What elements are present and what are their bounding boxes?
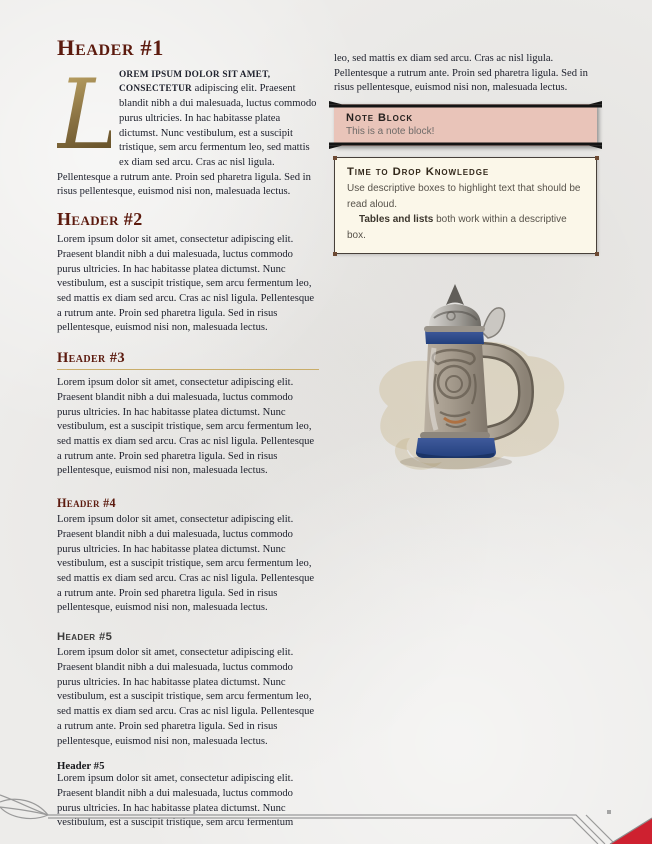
- corner-dot: [595, 156, 599, 160]
- note-block: [334, 104, 597, 146]
- stein-illustration: [350, 278, 582, 488]
- note-border-bottom-decoration: [329, 142, 602, 149]
- corner-dot: [333, 156, 337, 160]
- left-column: [57, 36, 319, 831]
- right-column: [334, 52, 597, 493]
- page-corner-accent: [610, 818, 652, 844]
- heading-2: Header #2: [57, 209, 143, 230]
- heading-4: Header #4: [57, 496, 116, 511]
- note-block-text: This is a note block!: [346, 126, 435, 138]
- drop-cap: L: [57, 58, 121, 171]
- figure-container: [334, 278, 597, 493]
- descriptive-rest-text: both work within a descriptive box.: [347, 214, 567, 241]
- body-paragraph: Lorem ipsum dolor sit amet, consectetur adipiscing elit. Praesent blandit nibh a dui malesuada, luctus commodo purus ultricies. In hac habitasse platea dictumst. Nunc vestibulum, est a suscipit tristique, sem arcu fermentum leo, sed mattis ex diam sed arcu. Cras ac nisl ligula. Pellentesque a rutrum ante. Proin sed pharetra ligula. Sed in risus pellentesque, euismod nisi non, malesuada lectus.: [57, 514, 315, 614]
- leaf-ornament: [0, 795, 48, 818]
- heading-3: Header #3: [57, 350, 319, 370]
- body-paragraph: Lorem ipsum dolor sit amet, consectetur adipiscing elit. Praesent blandit nibh a dui malesuada, luctus commodo purus ultricies. In hac habitasse platea dictumst. Nunc vestibulum, est a suscipit tristique, sem arcu fermentum leo, sed mattis ex diam sed arcu. Cras ac nisl ligula. Pellentesque a rutrum ante. Proin sed pharetra ligula. Sed in risus pellentesque, euismod nisi non, malesuada lectus.: [57, 647, 315, 747]
- descriptive-box-title: Time to Drop Knowledge: [347, 166, 490, 179]
- stein-thumblift: [482, 308, 505, 338]
- body-paragraph-truncated: Lorem ipsum dolor sit amet, consectetur adipiscing elit. Praesent blandit nibh a dui malesuada, luctus commodo purus ultricies. In hac habitasse platea dictumst. Nunc vestibulum, est a suscipit tristique, sem arcu fermentum: [57, 773, 294, 829]
- corner-dot: [595, 252, 599, 256]
- note-block-title: Note Block: [346, 112, 414, 125]
- heading-5: Header #5: [57, 631, 113, 644]
- continuation-paragraph: leo, sed mattis ex diam sed arcu. Cras ac nisl ligula. Pellentesque a rutrum ante. Proin sed pharetra ligula. Sed in risus pellentesque, euismod nisi non, malesuada lectus.: [334, 53, 588, 94]
- intro-body-text: adipiscing elit. Praesent blandit nibh a dui malesuada, luctus commodo purus ultricies. In hac habitasse platea dictumst. Nunc vestibulum, est a suscipit tristique, sem arcu fermentum leo, sed mattis ex diam sed arcu. Cras ac nisl ligula. Pellentesque a rutrum ante. Proin sed pharetra ligula. Sed in risus pellentesque, euismod nisi non, malesuada lectus.: [57, 83, 317, 198]
- descriptive-box-text: Use descriptive boxes to highlight text that should be read aloud.: [347, 183, 581, 210]
- intro-paragraph: [57, 58, 319, 200]
- footer-dot: [607, 810, 611, 814]
- heading-6: Header #5: [57, 760, 105, 773]
- body-paragraph: Lorem ipsum dolor sit amet, consectetur adipiscing elit. Praesent blandit nibh a dui malesuada, luctus commodo purus ultricies. In hac habitasse platea dictumst. Nunc vestibulum, est a suscipit tristique, sem arcu fermentum leo, sed mattis ex diam sed arcu. Cras ac nisl ligula. Pellentesque a rutrum ante. Proin sed pharetra ligula. Sed in risus pellentesque, euismod nisi non, malesuada lectus.: [57, 234, 315, 334]
- descriptive-box-text-2: [347, 212, 584, 243]
- heading-1: Header #1: [57, 35, 165, 60]
- body-paragraph: Lorem ipsum dolor sit amet, consectetur adipiscing elit. Praesent blandit nibh a dui malesuada, luctus commodo purus ultricies. In hac habitasse platea dictumst. Nunc vestibulum, est a suscipit tristique, sem arcu fermentum leo, sed mattis ex diam sed arcu. Cras ac nisl ligula. Pellentesque a rutrum ante. Proin sed pharetra ligula. Sed in risus pellentesque, euismod nisi non, malesuada lectus.: [57, 377, 315, 477]
- descriptive-box: [334, 157, 597, 254]
- lead-smallcaps: OREM IPSUM DOLOR SIT AMET, CONSECTETUR: [119, 69, 271, 95]
- descriptive-bold-text: Tables and lists: [359, 214, 434, 226]
- corner-dot: [333, 252, 337, 256]
- note-border-top-decoration: [329, 101, 602, 108]
